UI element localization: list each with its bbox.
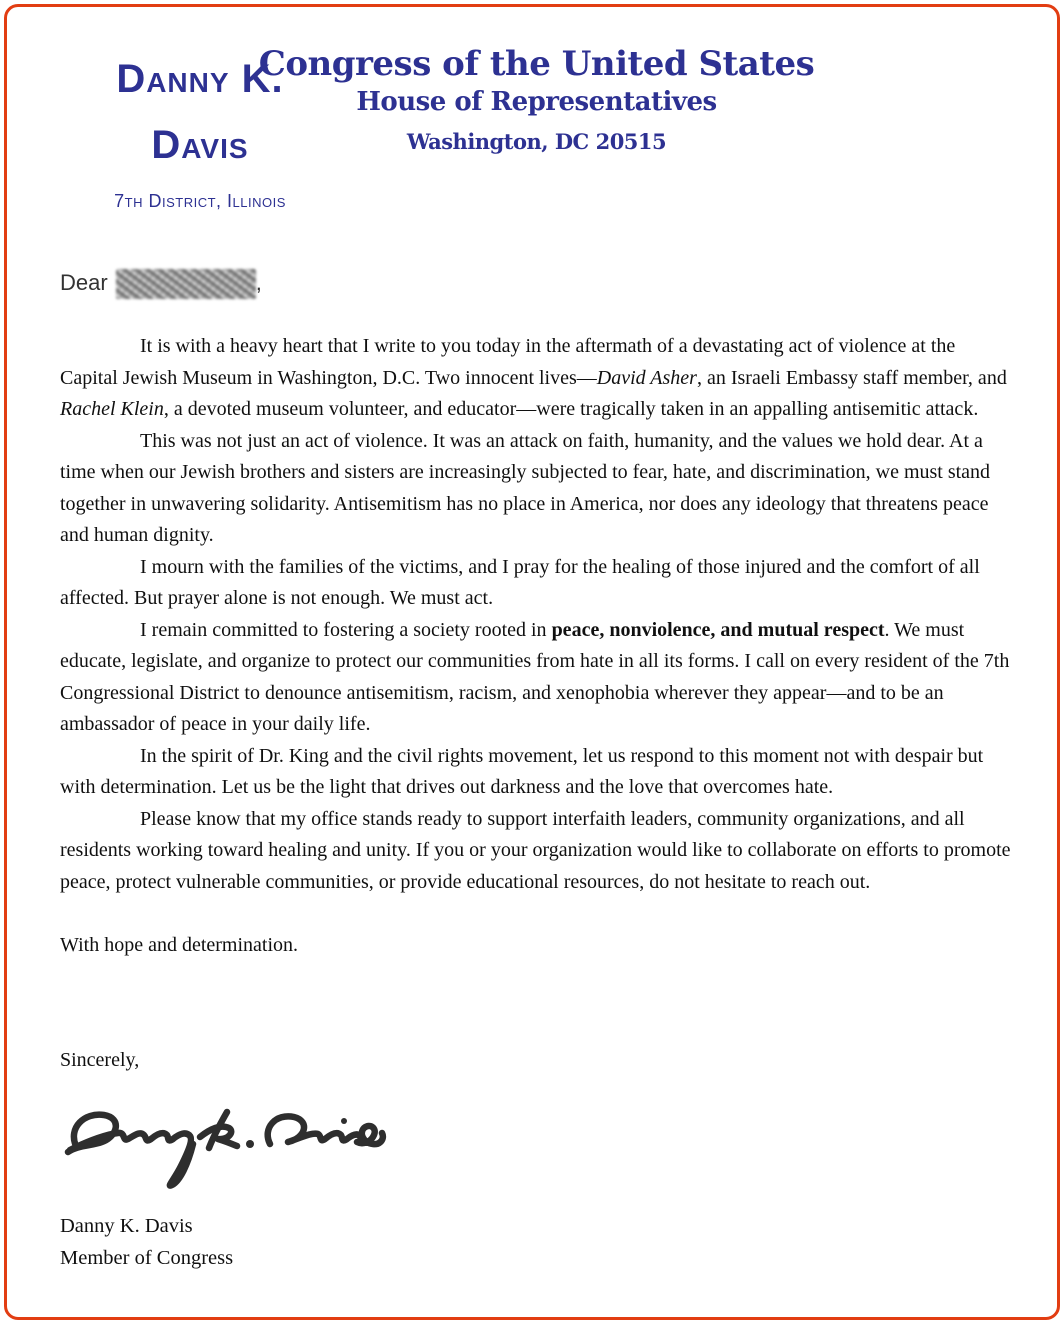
letter-page <box>4 4 1060 1320</box>
valediction: Sincerely, <box>60 1048 140 1071</box>
letter-paragraph: I remain committed to fostering a society rooted in peace, nonviolence, and mutual respect. We must educate, legislate, and organize to protect our communities from hate in all its forms. I call on every resident of the 7th Congressional District to denounce antisemitism, racism, and xenophobia wherever they appear—and to be an ambassador of peace in your daily life. <box>60 618 1010 735</box>
printed-name: Danny K. Davis <box>60 1215 193 1237</box>
member-name-line1: Danny K. <box>116 57 284 101</box>
member-name-line2: Davis <box>151 123 249 167</box>
recipient-name-redacted <box>116 269 256 299</box>
letter-content <box>7 7 1057 1317</box>
congress-line2: House of Representatives <box>356 86 717 117</box>
letter-body <box>60 331 1013 898</box>
letter-paragraph: I mourn with the families of the victims, and I pray for the healing of those injured and the comfort of all affected. But prayer alone is not enough. We must act. <box>60 555 980 609</box>
congress-line1: Congress of the United States <box>258 44 815 84</box>
letter-paragraph: In the spirit of Dr. King and the civil rights movement, let us respond to this moment not with despair but with determination. Let us be the light that drives out darkness and the love that overcomes hate. <box>60 744 984 798</box>
district-line: 7th District, Illinois <box>114 191 286 211</box>
salutation-line <box>60 268 1013 299</box>
letter-paragraph: It is with a heavy heart that I write to you today in the aftermath of a devastating act of violence at the Capital Jewish Museum in Washington, D.C. Two innocent lives—David Asher, an Israeli Embassy staff member, and Rachel Klein, a devoted museum volunteer, and educator—were tragically taken in an appalling antisemitic attack. <box>60 335 1007 420</box>
salutation-comma: , <box>255 270 262 295</box>
signature-block <box>60 1210 1013 1274</box>
congress-line3: Washington, DC 20515 <box>406 128 667 154</box>
closing-line: With hope and determination. <box>60 934 299 956</box>
salutation-prefix: Dear <box>60 270 108 295</box>
letter-paragraph: This was not just an act of violence. It was an attack on faith, humanity, and the values we hold dear. At a time when our Jewish brothers and sisters are increasingly subjected to fear, hate, and discrimination, we must stand together in unwavering solidarity. Antisemitism has no place in America, nor does any ideology that threatens peace and human dignity. <box>60 429 991 546</box>
letter-paragraph: Please know that my office stands ready to support interfaith leaders, community organizations, and all residents working toward healing and unity. If you or your organization would like to collaborate on efforts to promote peace, protect vulnerable communities, or provide educational resources, do not hesitate to reach out. <box>60 807 1011 893</box>
signature-svg <box>60 1082 390 1196</box>
signature-image <box>60 1082 1013 1196</box>
congress-seal-text <box>60 44 1013 154</box>
member-title: Member of Congress <box>60 1247 234 1269</box>
letterhead <box>60 7 1013 222</box>
